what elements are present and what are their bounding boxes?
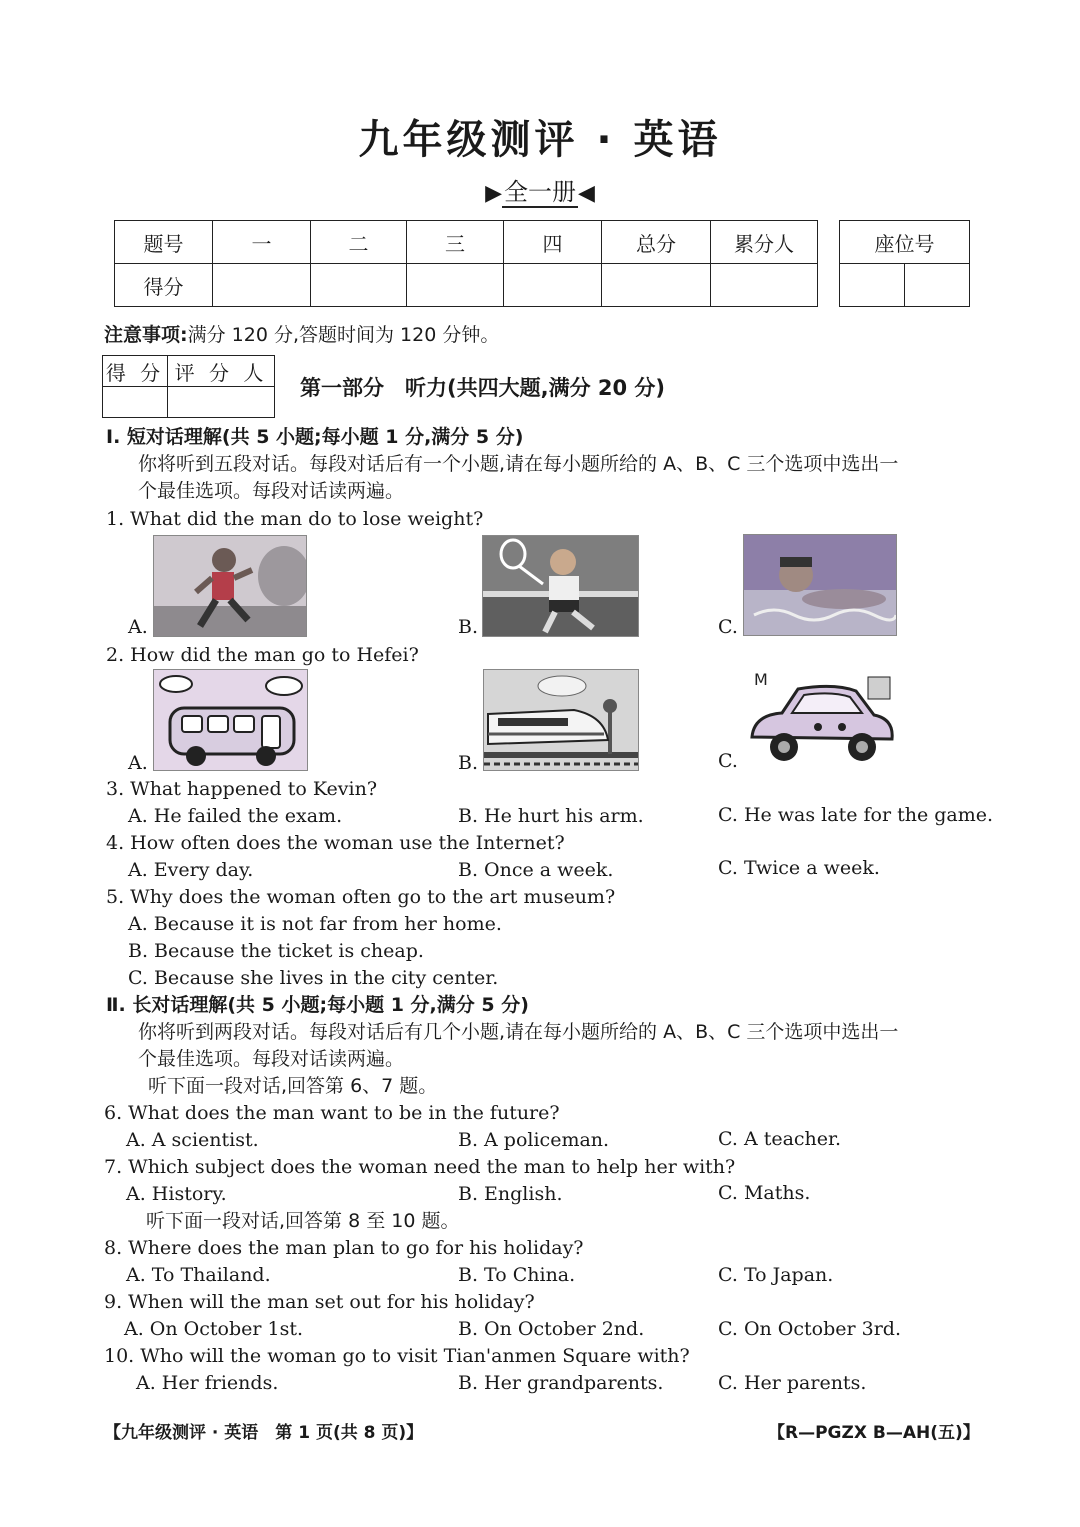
section-instruction: 个最佳选项。每段对话读两遍。 [138,480,405,502]
option-label[interactable]: B. [458,752,479,774]
score-header-cell: 总分 [602,221,711,264]
option-b[interactable]: B. A policeman. [458,1129,610,1151]
seat-cell[interactable] [905,264,970,307]
grader-score-cell[interactable] [103,387,168,418]
score-header-cell: 四 [504,221,602,264]
question-stem: 1. What did the man do to lose weight? [106,508,484,530]
option-label[interactable]: A. [128,616,148,638]
score-cell[interactable] [602,264,711,307]
score-header-cell: 二 [311,221,407,264]
notice-label: 注意事项: [104,324,188,346]
section-instruction: 个最佳选项。每段对话读两遍。 [138,1048,405,1070]
swimming-picture[interactable] [743,534,897,636]
grader-score-label: 得 分 [103,356,168,387]
score-table [114,220,818,307]
svg-text:M: M [754,670,768,689]
page-title: 九年级测评 · 英语 [358,117,722,163]
option-a[interactable]: A. Because it is not far from her home. [128,913,502,935]
option-b[interactable]: B. To China. [458,1264,576,1286]
footer-page-info: 【九年级测评 · 英语 第 1 页(共 8 页)】 [104,1423,424,1443]
score-row-label: 得分 [115,264,213,307]
question-stem: 6. What does the man want to be in the future? [104,1102,560,1124]
question-stem: 7. Which subject does the woman need the man to help her with? [104,1156,736,1178]
option-label[interactable]: C. [718,750,738,772]
score-cell[interactable] [711,264,818,307]
running-picture[interactable] [153,535,307,637]
score-cell[interactable] [213,264,311,307]
score-header-cell: 题号 [115,221,213,264]
option-c[interactable]: C. Twice a week. [718,857,880,879]
seat-label: 座位号 [840,221,970,264]
question-stem: 4. How often does the woman use the Internet? [106,832,565,854]
subtitle-text: 全一册 [504,178,576,206]
grader-name-cell[interactable] [168,387,275,418]
footer-code: 【R—PGZX B—AH(五)】 [768,1423,980,1443]
question-stem: 9. When will the man set out for his holiday? [104,1291,535,1313]
option-c[interactable]: C. Maths. [718,1182,811,1204]
option-c[interactable]: C. On October 3rd. [718,1318,901,1340]
grader-name-label: 评 分 人 [168,356,275,387]
option-c[interactable]: C. To Japan. [718,1264,834,1286]
triangle-right-icon: ▶ [485,181,502,206]
score-cell[interactable] [504,264,602,307]
triangle-left-icon: ◀ [578,181,595,206]
option-b[interactable]: B. English. [458,1183,563,1205]
car-picture[interactable] [743,666,897,768]
notice [104,320,499,347]
question-stem: 3. What happened to Kevin? [106,778,378,800]
question-stem: 8. Where does the man plan to go for his holiday? [104,1237,584,1259]
option-b[interactable]: B. He hurt his arm. [458,805,644,827]
option-a[interactable]: A. He failed the exam. [128,805,343,827]
section-title: Ⅱ. 长对话理解(共 5 小题;每小题 1 分,满分 5 分) [106,994,529,1016]
option-label[interactable]: A. [128,752,148,774]
option-b[interactable]: B. Her grandparents. [458,1372,664,1394]
score-header-cell: 一 [213,221,311,264]
section-instruction: 你将听到五段对话。每段对话后有一个小题,请在每小题所给的 A、B、C 三个选项中选出一 [138,453,899,475]
option-b[interactable]: B. On October 2nd. [458,1318,645,1340]
grader-box [102,355,275,418]
option-c[interactable]: C. Her parents. [718,1372,867,1394]
score-cell[interactable] [311,264,407,307]
option-b[interactable]: B. Once a week. [458,859,614,881]
option-a[interactable]: A. On October 1st. [124,1318,303,1340]
section-title: Ⅰ. 短对话理解(共 5 小题;每小题 1 分,满分 5 分) [106,426,524,448]
option-c[interactable]: C. A teacher. [718,1128,842,1150]
seat-cell[interactable] [840,264,905,307]
bus-picture[interactable] [153,669,308,771]
option-b[interactable]: B. Because the ticket is cheap. [128,940,424,962]
dialogue-instruction: 听下面一段对话,回答第 8 至 10 题。 [146,1210,460,1232]
question-stem: 10. Who will the woman go to visit Tian'anmen Square with? [104,1345,690,1367]
part-title: 第一部分 听力(共四大题,满分 20 分) [300,376,666,400]
option-c[interactable]: C. Because she lives in the city center. [128,967,499,989]
option-c[interactable]: C. He was late for the game. [718,804,994,826]
score-header-cell: 累分人 [711,221,818,264]
section-instruction: 你将听到两段对话。每段对话后有几个小题,请在每小题所给的 A、B、C 三个选项中选出一 [138,1021,899,1043]
option-label[interactable]: C. [718,616,738,638]
option-a[interactable]: A. History. [126,1183,227,1205]
option-label[interactable]: B. [458,616,479,638]
option-a[interactable]: A. Every day. [128,859,254,881]
page-subtitle [0,172,1080,207]
tennis-picture[interactable] [482,535,639,637]
option-a[interactable]: A. To Thailand. [126,1264,271,1286]
train-picture[interactable] [483,669,639,771]
score-header-cell: 三 [407,221,504,264]
notice-text: 满分 120 分,答题时间为 120 分钟。 [187,324,500,346]
score-cell[interactable] [407,264,504,307]
option-a[interactable]: A. Her friends. [136,1372,279,1394]
question-stem: 2. How did the man go to Hefei? [106,644,419,666]
seat-table [839,220,970,307]
option-a[interactable]: A. A scientist. [126,1129,259,1151]
dialogue-instruction: 听下面一段对话,回答第 6、7 题。 [148,1075,438,1097]
question-stem: 5. Why does the woman often go to the art museum? [106,886,616,908]
